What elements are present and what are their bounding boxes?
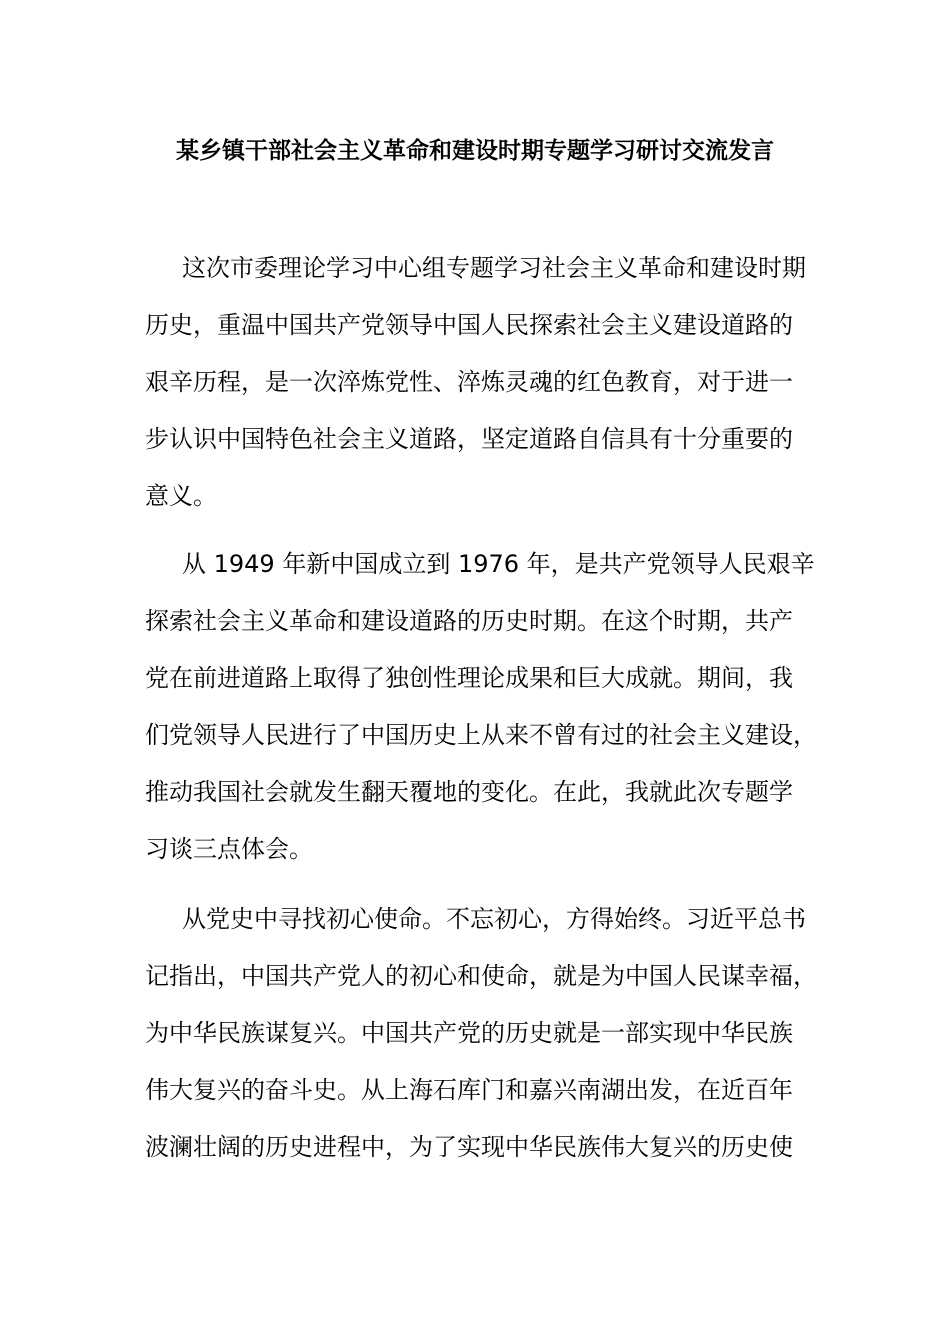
paragraph-line: 波澜壮阔的历史进程中，为了实现中华民族伟大复兴的历史使 bbox=[145, 1133, 793, 1161]
paragraph-line: 为中华民族谋复兴。中国共产党的历史就是一部实现中华民族 bbox=[145, 1019, 793, 1047]
paragraph-line: 步认识中国特色社会主义道路，坚定道路自信具有十分重要的 bbox=[145, 425, 793, 453]
paragraph-line: 推动我国社会就发生翻天覆地的变化。在此，我就此次专题学 bbox=[145, 778, 793, 806]
paragraph-line: 们党领导人民进行了中国历史上从来不曾有过的社会主义建设， bbox=[145, 721, 817, 749]
paragraph-line: 艰辛历程，是一次淬炼党性、淬炼灵魂的红色教育，对于进一 bbox=[145, 368, 793, 396]
paragraph-line: 记指出，中国共产党人的初心和使命，就是为中国人民谋幸福， bbox=[145, 962, 817, 990]
paragraph-line: 这次市委理论学习中心组专题学习社会主义革命和建设时期 bbox=[182, 254, 806, 282]
paragraph-line: 探索社会主义革命和建设道路的历史时期。在这个时期，共产 bbox=[145, 607, 793, 635]
document-title: 某乡镇干部社会主义革命和建设时期专题学习研讨交流发言 bbox=[176, 138, 774, 164]
paragraph-line: 从党史中寻找初心使命。不忘初心，方得始终。习近平总书 bbox=[182, 905, 806, 933]
paragraph-line: 从 1949 年新中国成立到 1976 年，是共产党领导人民艰辛 bbox=[182, 550, 815, 578]
paragraph-line: 伟大复兴的奋斗史。从上海石库门和嘉兴南湖出发，在近百年 bbox=[145, 1076, 793, 1104]
paragraph-line: 党在前进道路上取得了独创性理论成果和巨大成就。期间，我 bbox=[145, 664, 793, 692]
paragraph-line: 意义。 bbox=[145, 482, 217, 510]
paragraph-line: 历史，重温中国共产党领导中国人民探索社会主义建设道路的 bbox=[145, 311, 793, 339]
paragraph-line: 习谈三点体会。 bbox=[145, 835, 313, 863]
